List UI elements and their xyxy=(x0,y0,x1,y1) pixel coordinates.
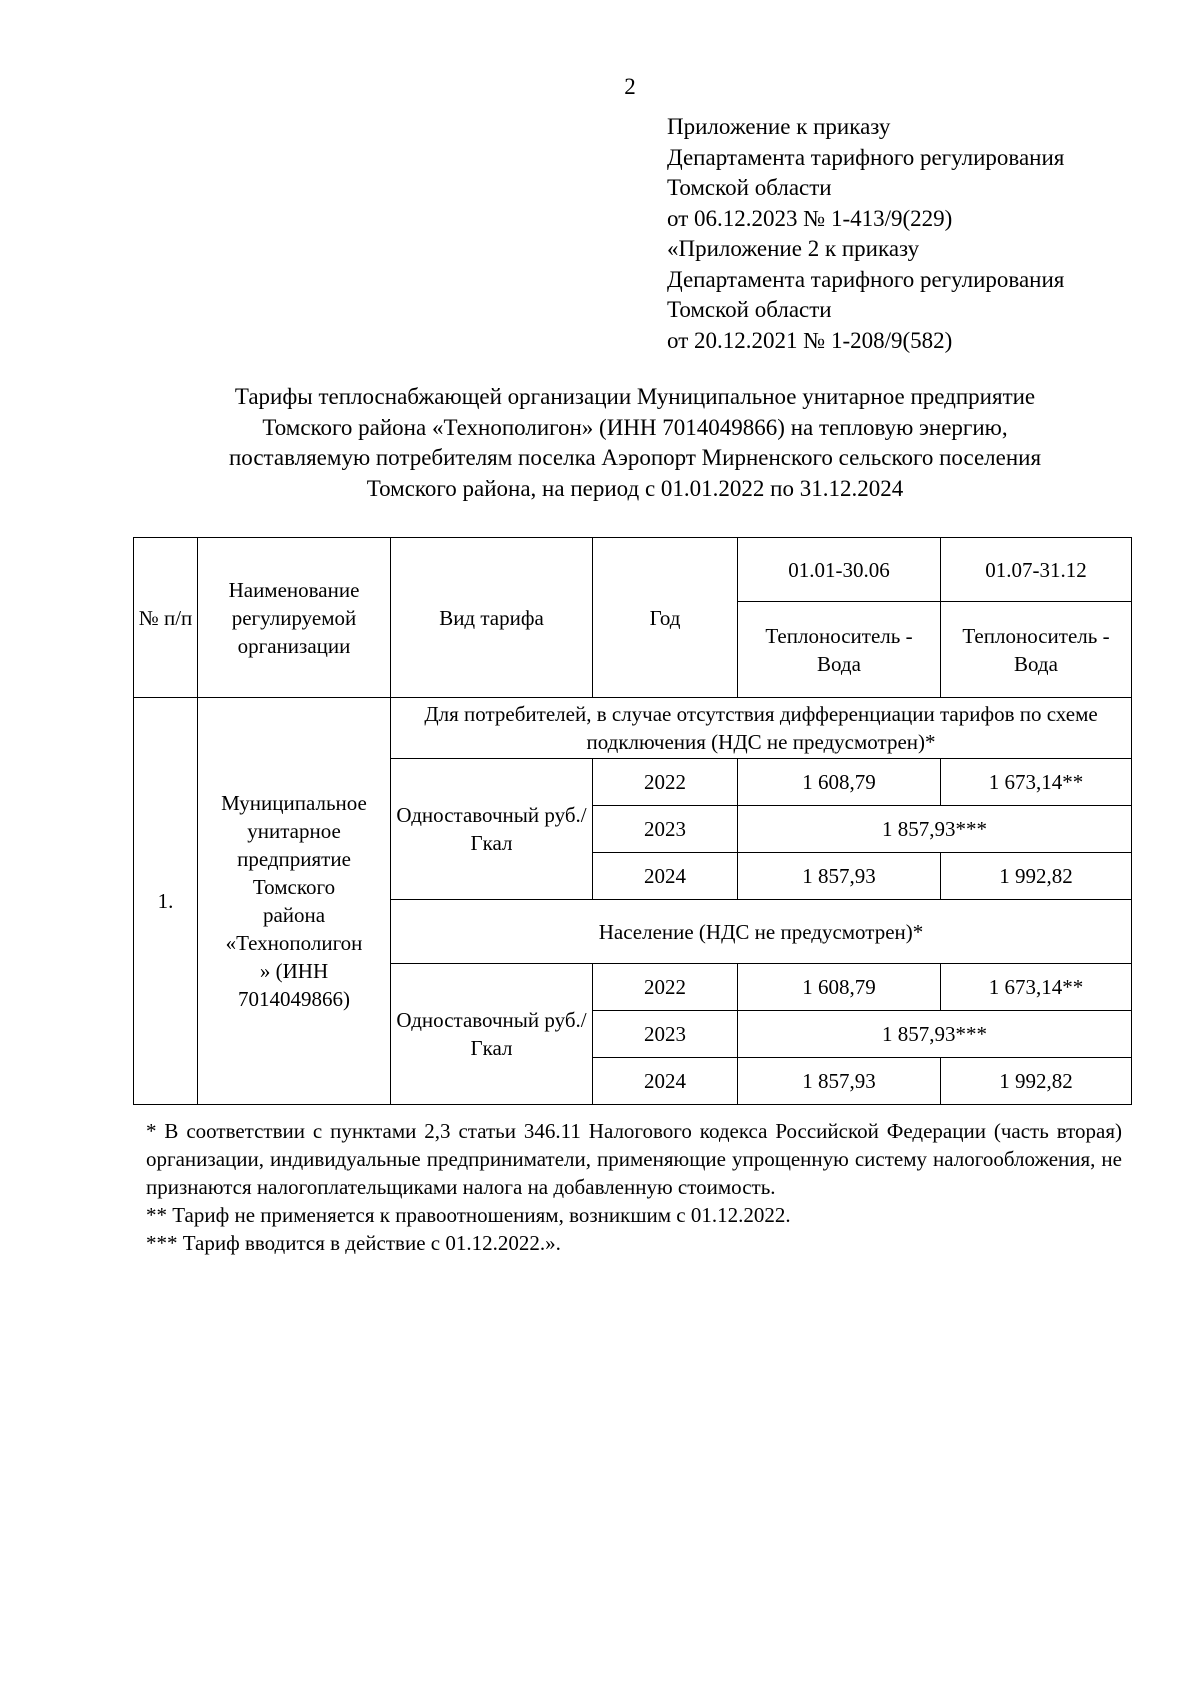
header-num: № п/п xyxy=(134,538,198,698)
footnotes xyxy=(146,1117,1122,1257)
org-line: унитарное xyxy=(247,819,341,843)
header-organization: Наименование регулируемой организации xyxy=(198,538,391,698)
value-cell-merged: 1 857,93*** xyxy=(738,1011,1132,1058)
value-cell: 1 673,14** xyxy=(941,964,1132,1011)
value-cell: 1 857,93 xyxy=(738,1058,941,1105)
value-cell: 1 992,82 xyxy=(941,1058,1132,1105)
org-line: Муниципальное xyxy=(221,791,367,815)
title-line: Томского района «Технополигон» (ИНН 7014049866) на тепловую энергию, xyxy=(262,414,1008,440)
appendix-line: Приложение к приказу xyxy=(667,114,891,139)
org-line: 7014049866) xyxy=(238,987,350,1011)
document-title xyxy=(120,382,1150,504)
section-2-title: Население (НДС не предусмотрен)* xyxy=(391,900,1132,964)
appendix-line: Департамента тарифного регулирования xyxy=(667,266,1065,292)
year-cell: 2023 xyxy=(593,806,738,853)
value-cell-merged: 1 857,93*** xyxy=(738,806,1132,853)
appendix-line: Томской области xyxy=(667,175,832,200)
footnote: *** Тариф вводится в действие с 01.12.2022.». xyxy=(146,1231,561,1255)
title-line: Томского района, на период с 01.01.2022 по 31.12.2024 xyxy=(366,475,904,501)
header-year: Год xyxy=(593,538,738,698)
header-carrier-2: Теплоноситель - Вода xyxy=(941,602,1132,698)
appendix-block xyxy=(667,112,1167,356)
year-cell: 2023 xyxy=(593,1011,738,1058)
year-cell: 2022 xyxy=(593,964,738,1011)
org-line: предприятие xyxy=(237,847,351,871)
tariff-table xyxy=(133,537,1132,1105)
section-2-tariff-type: Одноставочный руб./Гкал xyxy=(391,964,593,1105)
value-cell: 1 608,79 xyxy=(738,759,941,806)
section-1-tariff-type: Одноставочный руб./Гкал xyxy=(391,759,593,900)
section-1-title: Для потребителей, в случае отсутствия дифференциации тарифов по схеме подключения (НДС не предусмотрен)* xyxy=(391,698,1132,759)
value-cell: 1 992,82 xyxy=(941,853,1132,900)
appendix-line: Томской области xyxy=(667,297,832,322)
header-carrier-1: Теплоноситель - Вода xyxy=(738,602,941,698)
appendix-line: от 06.12.2023 № 1-413/9(229) xyxy=(667,205,953,231)
year-cell: 2022 xyxy=(593,759,738,806)
value-cell: 1 608,79 xyxy=(738,964,941,1011)
header-period-2: 01.07-31.12 xyxy=(941,538,1132,602)
page-number: 2 xyxy=(624,74,636,99)
value-cell: 1 673,14** xyxy=(941,759,1132,806)
footnote: * В соответствии с пунктами 2,3 статьи 346.11 Налогового кодекса Российской Федерации (часть вторая) организации, индивидуальные предприниматели, применяющие упрощенную систему налогообложения, не признаются налогоплательщиками налога на добавленную стоимость. xyxy=(146,1119,1122,1199)
header-period-1: 01.01-30.06 xyxy=(738,538,941,602)
value-cell: 1 857,93 xyxy=(738,853,941,900)
appendix-line: «Приложение 2 к приказу xyxy=(667,236,920,261)
appendix-line: от 20.12.2021 № 1-208/9(582) xyxy=(667,327,953,353)
org-line: Томского xyxy=(252,875,336,899)
footnote: ** Тариф не применяется к правоотношениям, возникшим с 01.12.2022. xyxy=(146,1203,791,1227)
appendix-line: Департамента тарифного регулирования xyxy=(667,144,1065,170)
year-cell: 2024 xyxy=(593,1058,738,1105)
title-line: Тарифы теплоснабжающей организации Муниципальное унитарное предприятие xyxy=(234,384,1036,409)
org-line: района xyxy=(262,903,326,927)
title-line: поставляемую потребителям поселка Аэропорт Мирненского сельского поселения xyxy=(228,445,1042,470)
year-cell: 2024 xyxy=(593,853,738,900)
org-line: » (ИНН xyxy=(259,959,329,983)
row-number: 1. xyxy=(134,698,198,1105)
organization-name xyxy=(198,698,391,1105)
header-tariff-type: Вид тарифа xyxy=(391,538,593,698)
org-line: «Технополигон xyxy=(225,931,363,955)
